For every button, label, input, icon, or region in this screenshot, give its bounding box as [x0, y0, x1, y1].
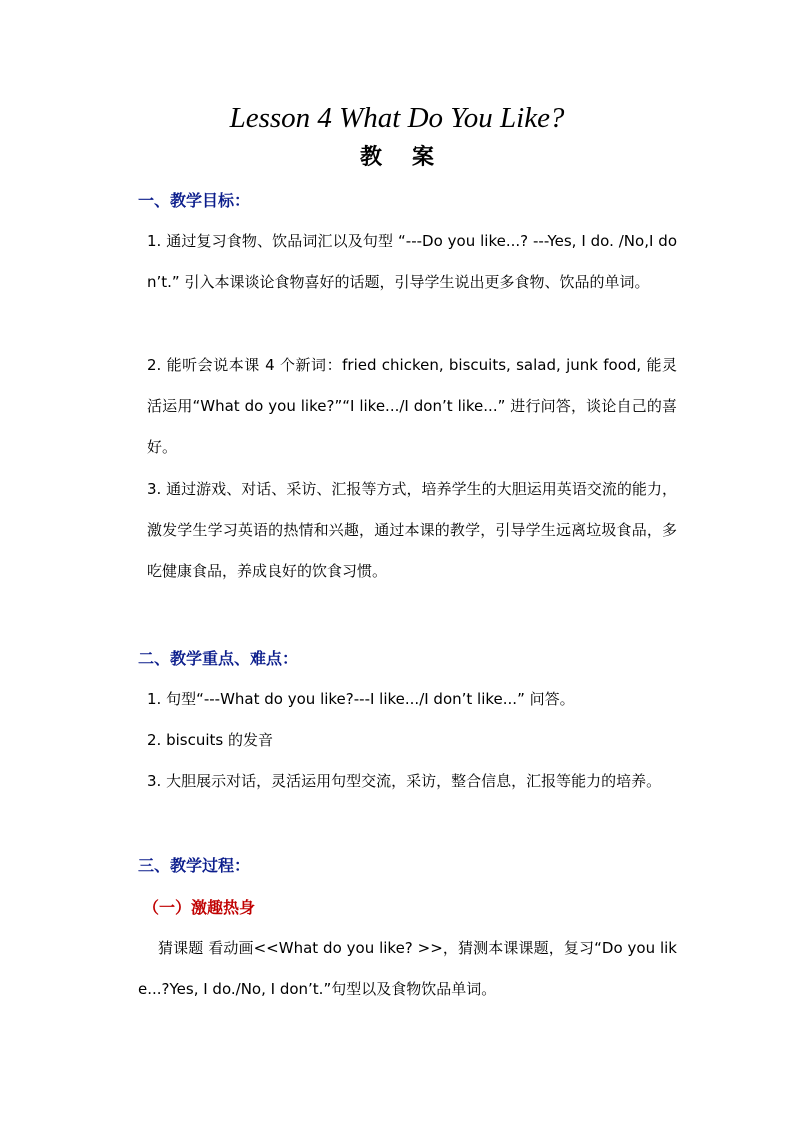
section-heading-key-points: 二、教学重点、难点： — [138, 649, 299, 668]
objective-item-1: 1. 通过复习食物、饮品词汇以及句型 “---Do you like...? ---Yes, I do. /No,I don’t.” 引入本课谈论食物喜好的话题，引导学生说出更多食物、饮品的单词。 — [147, 232, 677, 291]
key-point-item-3: 3. 大胆展示对话，灵活运用句型交流，采访，整合信息，汇报等能力的培养。 — [147, 772, 662, 790]
document-subtitle: 教案 — [359, 145, 464, 170]
warmup-paragraph: 猜课题 看动画<<What do you like? >>，猜测本课课题，复习“Do you like...?Yes, I do./No, I don’t.”句型以及食物饮品单词。 — [138, 939, 677, 998]
process-subheading-warmup: （一）激趣热身 — [143, 898, 256, 917]
objective-item-3: 3. 通过游戏、对话、采访、汇报等方式，培养学生的大胆运用英语交流的能力，激发学生学习英语的热情和兴趣，通过本课的教学，引导学生远离垃圾食品，多吃健康食品，养成良好的饮食习惯。 — [147, 480, 677, 580]
objective-item-2: 2. 能听会说本课 4 个新词：fried chicken, biscuits, salad, junk food, 能灵活运用“What do you like?”“I like.../I don’t like...” 进行问答，谈论自己的喜好。 — [147, 356, 677, 456]
section-heading-process: 三、教学过程： — [138, 856, 251, 875]
document-title: Lesson 4 What Do You Like? — [229, 102, 565, 134]
key-point-item-1: 1. 句型“---What do you like?---I like.../I don’t like...” 问答。 — [147, 690, 575, 708]
section-heading-objectives: 一、教学目标： — [138, 191, 251, 210]
key-point-item-2: 2. biscuits 的发音 — [147, 731, 273, 749]
